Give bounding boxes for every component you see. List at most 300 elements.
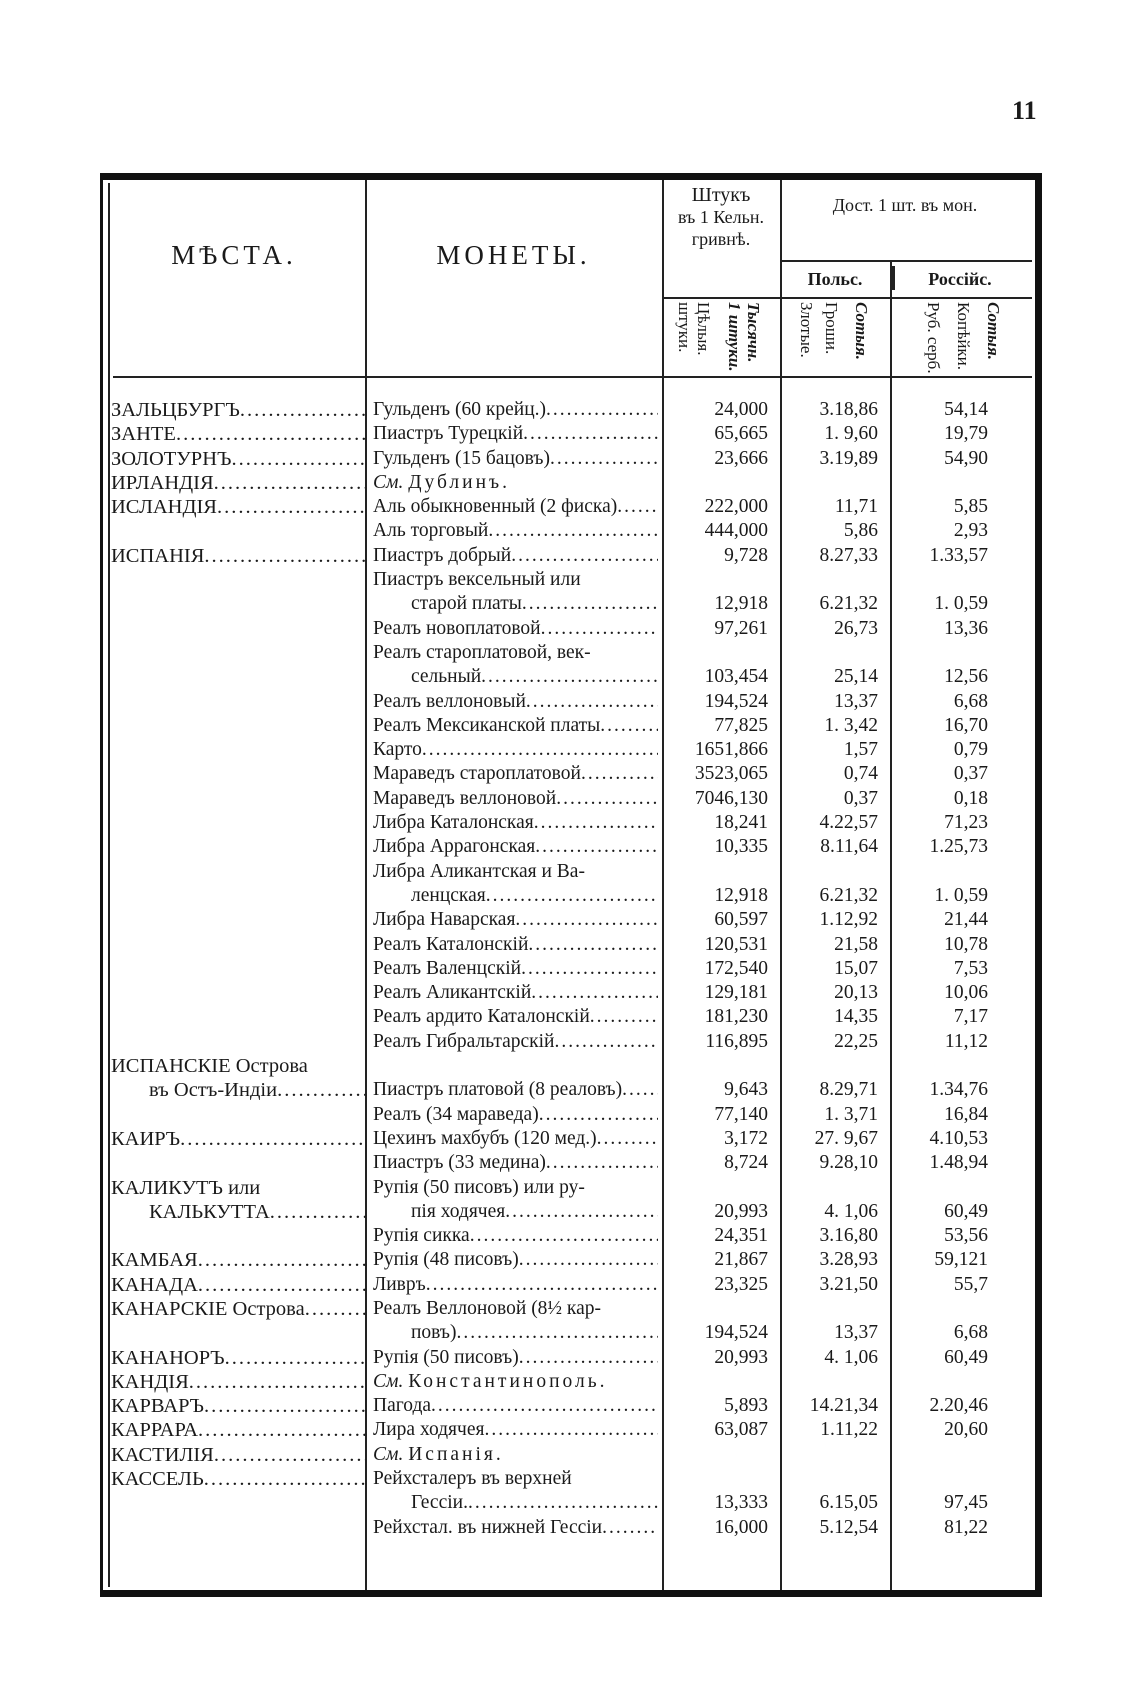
table-row xyxy=(103,398,1035,422)
dot-leader xyxy=(198,1248,365,1272)
coin-name: Гульденъ (60 крейц.) xyxy=(373,399,547,420)
coin-cell xyxy=(365,787,662,811)
coin-name: Лира ходячея xyxy=(373,1419,485,1441)
value-russian: 60,49 xyxy=(944,1346,988,1368)
coin-name-cont: пія ходячея xyxy=(411,1200,506,1222)
value-polish-line xyxy=(780,1443,878,1467)
pieces-per-mark-cell xyxy=(662,398,780,422)
table-row xyxy=(103,1054,1035,1103)
place-line xyxy=(111,1127,365,1151)
coin-cell xyxy=(365,835,662,859)
pieces-per-mark: 3523,065 xyxy=(694,763,768,785)
pieces-per-mark: 181,230 xyxy=(704,1006,768,1028)
dot-leader xyxy=(422,738,658,762)
pieces-per-mark-line xyxy=(662,1370,768,1394)
table-row xyxy=(103,519,1035,543)
value-russian-cell xyxy=(890,1394,1000,1418)
dot-leader xyxy=(176,422,365,446)
place-cell xyxy=(103,933,365,957)
value-russian: 2,93 xyxy=(953,520,988,542)
pieces-per-mark: 120,531 xyxy=(704,933,768,955)
dot-leader xyxy=(204,1467,365,1491)
value-polish-cell xyxy=(780,1273,890,1297)
coin-line xyxy=(373,398,658,422)
pieces-per-mark: 194,524 xyxy=(704,1322,768,1344)
dot-leader xyxy=(180,1127,365,1151)
pieces-per-mark-cell xyxy=(662,1176,780,1225)
pieces-per-mark: 20,993 xyxy=(714,1346,768,1368)
place-line xyxy=(111,1370,365,1394)
place-line xyxy=(111,471,365,495)
dot-leader xyxy=(481,665,658,689)
value-russian-cell xyxy=(890,1418,1000,1442)
pieces-per-mark: 1651,866 xyxy=(694,739,768,761)
dot-leader xyxy=(556,787,658,811)
pieces-per-mark-cell xyxy=(662,1030,780,1054)
pieces-per-mark-cell xyxy=(662,1005,780,1029)
table-row xyxy=(103,1030,1035,1054)
value-polish: 3.19,89 xyxy=(819,447,878,469)
coin-table xyxy=(100,173,1042,1597)
pieces-per-mark: 12,918 xyxy=(714,593,768,615)
coin-line xyxy=(373,641,658,665)
coin-line xyxy=(373,1346,658,1370)
value-russian-cell xyxy=(890,762,1000,786)
pieces-per-mark-cell xyxy=(662,1054,780,1103)
coin-name: Рупія сикка xyxy=(373,1225,470,1247)
coin-line xyxy=(373,835,658,859)
header-rule xyxy=(662,297,1032,299)
pieces-per-mark-line xyxy=(662,1103,768,1127)
place-cell xyxy=(103,1005,365,1029)
value-russian: 6,68 xyxy=(953,1322,988,1344)
pieces-per-mark-line xyxy=(662,447,768,471)
pieces-per-mark: 194,524 xyxy=(704,690,768,712)
place-line xyxy=(111,1078,365,1102)
value-polish-cell xyxy=(780,1370,890,1394)
coin-name: Испанія. xyxy=(408,1443,504,1465)
value-russian-line xyxy=(890,933,988,957)
pieces-per-mark-line xyxy=(662,981,768,1005)
value-russian-cell xyxy=(890,1443,1000,1467)
value-russian-line xyxy=(890,544,988,568)
value-polish-cell xyxy=(780,738,890,762)
value-polish: 15,07 xyxy=(834,957,878,979)
place-cell xyxy=(103,738,365,762)
place-name: КАРВАРЪ xyxy=(111,1395,204,1418)
pieces-per-mark-line xyxy=(662,519,768,543)
place-line xyxy=(111,447,365,471)
pieces-per-mark-cell xyxy=(662,447,780,471)
value-russian-line xyxy=(890,1224,988,1248)
coin-name: Дублинъ. xyxy=(408,471,510,493)
value-russian: 7,17 xyxy=(953,1006,988,1028)
value-russian-line xyxy=(890,908,988,932)
pieces-per-mark-cell xyxy=(662,787,780,811)
place-name: ИСПАНІЯ xyxy=(111,544,205,567)
coin-name: Мараведъ староплатовой xyxy=(373,763,581,785)
dot-leader xyxy=(521,957,658,981)
value-polish-cell xyxy=(780,1127,890,1151)
place-line xyxy=(111,495,365,519)
value-russian: 13,36 xyxy=(944,617,988,639)
value-polish-cell xyxy=(780,714,890,738)
coin-name: Реалъ Веллоновой (8½ кар- xyxy=(373,1297,602,1319)
dot-leader xyxy=(519,1346,658,1370)
place-cell xyxy=(103,422,365,446)
pieces-per-mark-cell xyxy=(662,1127,780,1151)
coin-cell xyxy=(365,1005,662,1029)
place-line xyxy=(111,1176,365,1200)
dot-leader xyxy=(522,592,658,616)
dot-leader xyxy=(581,762,658,786)
coin-line xyxy=(373,1321,658,1345)
value-polish-cell xyxy=(780,1224,890,1248)
place-cell xyxy=(103,981,365,1005)
pieces-per-mark-line xyxy=(662,957,768,981)
header-rule xyxy=(113,376,1032,378)
place-line xyxy=(111,1054,365,1078)
place-cell xyxy=(103,1054,365,1103)
coin-line xyxy=(373,1103,658,1127)
table-row xyxy=(103,1443,1035,1467)
pieces-per-mark: 16,000 xyxy=(714,1516,768,1538)
place-name: КАИРЪ xyxy=(111,1127,181,1150)
place-line xyxy=(111,544,365,568)
place-cell xyxy=(103,1516,365,1540)
value-russian: 1.48,94 xyxy=(929,1152,988,1174)
place-line xyxy=(111,1273,365,1297)
value-russian-line xyxy=(890,787,988,811)
value-polish: 13,37 xyxy=(834,690,878,712)
pieces-per-mark-cell xyxy=(662,690,780,714)
dot-leader xyxy=(486,884,658,908)
table-row xyxy=(103,1176,1035,1225)
pieces-per-mark-line xyxy=(662,1491,768,1515)
value-russian-cell xyxy=(890,1297,1000,1346)
place-name: ЗАЛЬЦБУРГЪ xyxy=(111,399,240,421)
dot-leader xyxy=(622,1078,658,1102)
value-russian-line xyxy=(890,957,988,981)
coin-cell xyxy=(365,981,662,1005)
value-russian: 11,12 xyxy=(944,1030,988,1052)
value-polish-line xyxy=(780,690,878,714)
pieces-per-mark-line xyxy=(662,471,768,495)
pieces-per-mark-line xyxy=(662,1394,768,1418)
value-polish-line xyxy=(780,495,878,519)
value-polish-line xyxy=(780,422,878,446)
value-russian: 97,45 xyxy=(944,1492,988,1514)
dot-leader xyxy=(204,1394,365,1418)
coin-line xyxy=(373,1516,658,1540)
place-cell xyxy=(103,447,365,471)
value-russian: 21,44 xyxy=(944,909,988,931)
value-russian-cell xyxy=(890,957,1000,981)
table-row xyxy=(103,641,1035,690)
pieces-per-mark-cell xyxy=(662,568,780,617)
place-name-cont: КАЛЬКУТТА xyxy=(149,1200,270,1223)
coin-name: Рупія (50 писовъ) xyxy=(373,1346,519,1368)
place-cell xyxy=(103,617,365,641)
value-russian-line xyxy=(890,495,988,519)
coin-name: Гульденъ (15 бацовъ) xyxy=(373,447,550,469)
value-polish-cell xyxy=(780,1516,890,1540)
value-polish-cell xyxy=(780,1443,890,1467)
coin-name: Пиастръ добрый xyxy=(373,544,512,566)
value-russian-line xyxy=(890,690,988,714)
header-pieces-l1: Штукъ xyxy=(691,184,751,206)
coin-line xyxy=(373,1176,658,1200)
pieces-per-mark-line xyxy=(662,714,768,738)
coin-line xyxy=(373,811,658,835)
place-name: КАРРАРА xyxy=(111,1419,199,1442)
coin-line xyxy=(373,1443,658,1467)
coin-line xyxy=(373,957,658,981)
table-row xyxy=(103,471,1035,495)
coin-line xyxy=(373,981,658,1005)
value-polish-line xyxy=(780,811,878,835)
pieces-per-mark-cell xyxy=(662,860,780,909)
table-row xyxy=(103,787,1035,811)
value-polish: 8.11,64 xyxy=(820,836,878,858)
value-russian: 1.33,57 xyxy=(929,544,988,566)
coin-name: Рупія (50 писовъ) или ру- xyxy=(373,1176,585,1198)
pieces-per-mark-cell xyxy=(662,981,780,1005)
dot-leader xyxy=(534,811,658,835)
coin-name-cont: старой платы xyxy=(411,593,522,615)
value-russian-line xyxy=(890,617,988,641)
coin-line xyxy=(373,447,658,471)
coin-line xyxy=(373,665,658,689)
value-polish-cell xyxy=(780,811,890,835)
coin-name: Реалъ новоплатовой xyxy=(373,617,541,639)
coin-cell xyxy=(365,519,662,543)
value-russian-line xyxy=(890,884,988,908)
pieces-per-mark: 9,728 xyxy=(724,544,768,566)
place-cell xyxy=(103,1030,365,1054)
sub-whole: Цѣлыя. штуки. xyxy=(675,302,713,356)
pieces-per-mark: 444,000 xyxy=(704,520,768,542)
dot-leader xyxy=(550,447,658,471)
coin-name: Рейхсталеръ въ верхней xyxy=(373,1468,572,1490)
see-reference: См. xyxy=(373,1443,404,1465)
place-line xyxy=(111,1467,365,1491)
value-polish-cell xyxy=(780,957,890,981)
dot-leader xyxy=(217,495,365,519)
coin-name-cont: повъ) xyxy=(411,1322,457,1344)
coin-cell xyxy=(365,860,662,909)
table-row xyxy=(103,1467,1035,1516)
table-row xyxy=(103,1370,1035,1394)
place-line xyxy=(111,1200,365,1224)
value-polish-cell xyxy=(780,1467,890,1516)
place-name: КАНДІЯ xyxy=(111,1370,189,1393)
value-russian-line xyxy=(890,981,988,1005)
place-cell xyxy=(103,957,365,981)
dot-leader xyxy=(531,981,658,1005)
value-russian: 1.34,76 xyxy=(929,1079,988,1101)
value-russian-cell xyxy=(890,933,1000,957)
coin-name: Аль обыкновенный (2 фиска) xyxy=(373,496,618,518)
table-row xyxy=(103,811,1035,835)
pieces-per-mark-line xyxy=(662,1078,768,1102)
value-russian: 4.10,53 xyxy=(929,1127,988,1149)
value-russian-cell xyxy=(890,1005,1000,1029)
pieces-per-mark-line xyxy=(662,592,768,616)
place-cell xyxy=(103,1224,365,1248)
value-russian: 10,78 xyxy=(944,933,988,955)
value-polish-line xyxy=(780,1491,878,1515)
coin-cell xyxy=(365,1127,662,1151)
coin-line xyxy=(373,1394,658,1418)
dot-leader xyxy=(488,519,658,543)
table-row xyxy=(103,1151,1035,1175)
value-polish-cell xyxy=(780,908,890,932)
place-cell xyxy=(103,519,365,543)
pieces-per-mark-line xyxy=(662,1321,768,1345)
coin-line xyxy=(373,1491,658,1515)
place-cell xyxy=(103,1103,365,1127)
value-russian: 1. 0,59 xyxy=(934,593,988,615)
coin-line xyxy=(373,884,658,908)
value-polish: 3.21,50 xyxy=(819,1273,878,1295)
coin-name: Реалъ веллоновый xyxy=(373,690,526,712)
value-russian-cell xyxy=(890,835,1000,859)
value-russian-cell xyxy=(890,519,1000,543)
value-polish-cell xyxy=(780,860,890,909)
coin-name: Либра Аликантская и Ва- xyxy=(373,860,585,882)
table-row xyxy=(103,1394,1035,1418)
coin-name-cont: сельный xyxy=(411,666,482,688)
dot-leader xyxy=(470,1224,658,1248)
value-russian-cell xyxy=(890,787,1000,811)
value-russian-line xyxy=(890,1346,988,1370)
coin-line xyxy=(373,1370,658,1394)
place-cell xyxy=(103,1443,365,1467)
table-row xyxy=(103,1516,1035,1540)
value-polish-cell xyxy=(780,398,890,422)
coin-line xyxy=(373,1297,658,1321)
coin-line xyxy=(373,1248,658,1272)
coin-line xyxy=(373,568,658,592)
pieces-per-mark: 103,454 xyxy=(704,666,768,688)
pieces-per-mark-cell xyxy=(662,835,780,859)
pieces-per-mark-line xyxy=(662,738,768,762)
value-polish-line xyxy=(780,519,878,543)
value-russian-cell xyxy=(890,981,1000,1005)
place-cell xyxy=(103,1151,365,1175)
pieces-per-mark-cell xyxy=(662,1248,780,1272)
value-russian-line xyxy=(890,1103,988,1127)
value-russian-cell xyxy=(890,1030,1000,1054)
value-polish-cell xyxy=(780,1054,890,1103)
coin-cell xyxy=(365,422,662,446)
dot-leader xyxy=(546,1151,658,1175)
value-polish: 0,74 xyxy=(843,763,878,785)
coin-cell xyxy=(365,1054,662,1103)
value-polish-line xyxy=(780,471,878,495)
value-russian: 0,18 xyxy=(953,787,988,809)
pieces-per-mark-cell xyxy=(662,811,780,835)
coin-cell xyxy=(365,447,662,471)
place-cell xyxy=(103,835,365,859)
pieces-per-mark: 12,918 xyxy=(714,884,768,906)
header-rule xyxy=(780,260,1032,262)
pieces-per-mark-line xyxy=(662,1200,768,1224)
value-polish-cell xyxy=(780,690,890,714)
coin-name: Рейхстал. въ нижней Гессіи xyxy=(373,1516,603,1538)
value-russian-line xyxy=(890,1443,988,1467)
pieces-per-mark: 172,540 xyxy=(704,957,768,979)
value-polish-line xyxy=(780,544,878,568)
place-cell xyxy=(103,1346,365,1370)
coin-name: Пиастръ вексельный или xyxy=(373,569,581,591)
pieces-per-mark-cell xyxy=(662,1370,780,1394)
coin-cell xyxy=(365,811,662,835)
value-russian-line xyxy=(890,1418,988,1442)
value-polish-cell xyxy=(780,1418,890,1442)
place-line xyxy=(111,1248,365,1272)
table-row xyxy=(103,981,1035,1005)
coin-cell xyxy=(365,1224,662,1248)
value-polish-line xyxy=(780,1005,878,1029)
coin-name-cont: Гессіи. xyxy=(411,1492,468,1514)
coin-name: Рупія (48 писовъ) xyxy=(373,1249,519,1271)
table-row xyxy=(103,1297,1035,1346)
header-coins: МОНЕТЫ. xyxy=(436,240,591,270)
place-line xyxy=(111,398,365,422)
value-polish-cell xyxy=(780,422,890,446)
value-russian-cell xyxy=(890,860,1000,909)
dot-leader xyxy=(204,544,365,568)
coin-cell xyxy=(365,641,662,690)
dot-leader xyxy=(468,1491,658,1515)
value-russian: 6,68 xyxy=(953,690,988,712)
value-polish-cell xyxy=(780,981,890,1005)
coin-line xyxy=(373,714,658,738)
coin-cell xyxy=(365,1418,662,1442)
table-row xyxy=(103,1248,1035,1272)
value-russian: 53,56 xyxy=(944,1225,988,1247)
pieces-per-mark-cell xyxy=(662,471,780,495)
coin-line xyxy=(373,1273,658,1297)
coin-name: Либра Аррагонская xyxy=(373,836,536,858)
value-russian-cell xyxy=(890,495,1000,519)
value-russian-line xyxy=(890,422,988,446)
value-polish: 4. 1,06 xyxy=(824,1200,878,1222)
dot-leader xyxy=(602,1516,658,1540)
value-russian-line xyxy=(890,835,988,859)
table-row xyxy=(103,1127,1035,1151)
place-cell xyxy=(103,1467,365,1516)
table-row xyxy=(103,617,1035,641)
coin-name: Пиастръ (33 медина) xyxy=(373,1152,546,1174)
table-row xyxy=(103,908,1035,932)
pieces-per-mark-cell xyxy=(662,933,780,957)
value-russian-line xyxy=(890,1248,988,1272)
pieces-per-mark-cell xyxy=(662,544,780,568)
pieces-per-mark: 8,724 xyxy=(724,1152,768,1174)
pieces-per-mark: 5,893 xyxy=(724,1395,768,1417)
value-polish-cell xyxy=(780,447,890,471)
dot-leader xyxy=(270,1200,365,1224)
value-polish: 1. 3,71 xyxy=(824,1103,878,1125)
coin-name: Реалъ (34 мараведа) xyxy=(373,1103,539,1125)
value-polish-line xyxy=(780,1248,878,1272)
table-row xyxy=(103,762,1035,786)
pieces-per-mark-cell xyxy=(662,641,780,690)
coin-line xyxy=(373,738,658,762)
